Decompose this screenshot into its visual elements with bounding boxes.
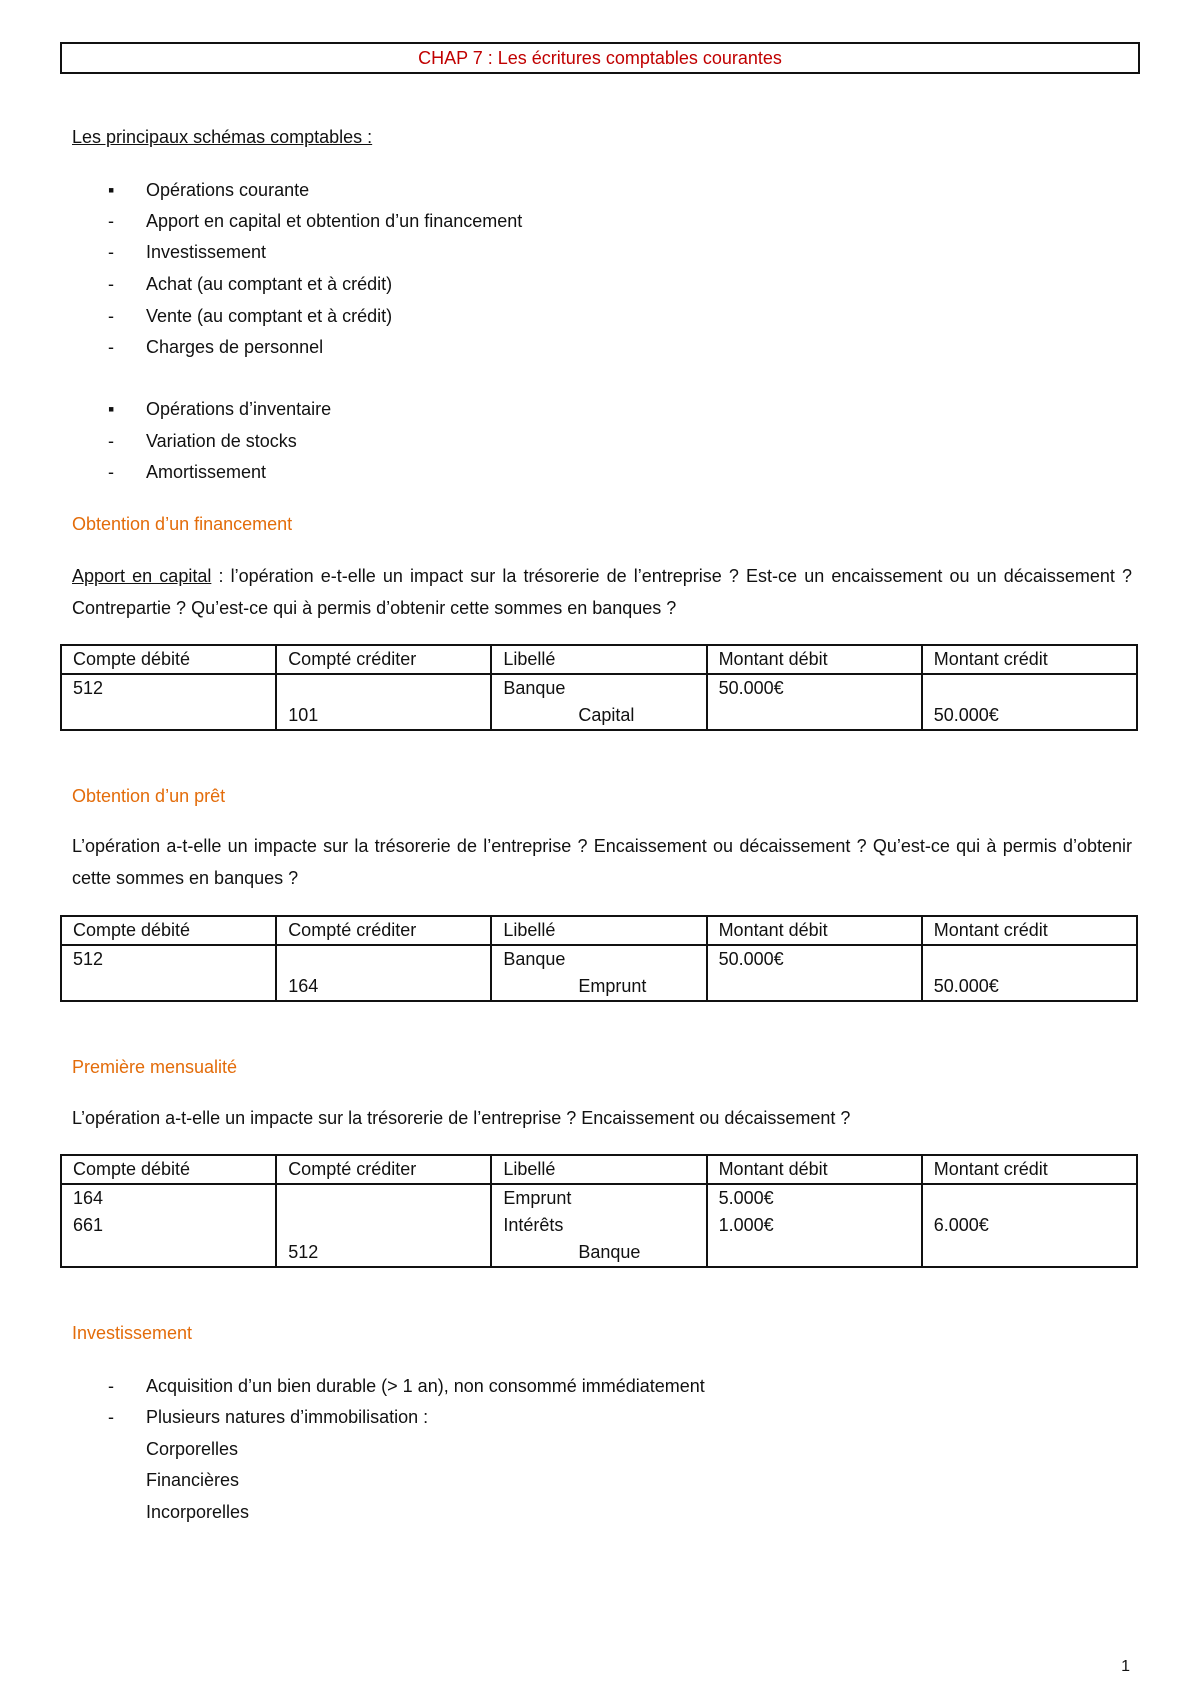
entry-label: Capital [578, 705, 635, 725]
entry-label: Emprunt [578, 976, 647, 996]
page-number: 1 [1121, 1658, 1130, 1675]
list-item: Achat (au comptant et à crédit) [146, 274, 393, 294]
col-header: Montant débit [707, 645, 922, 674]
debit-amount: 5.000€ [718, 1188, 774, 1208]
section-paragraph: L’opération a-t-elle un impacte sur la trésorerie de l’entreprise ? Encaissement ou décaissement ? [72, 1108, 851, 1128]
dash-bullet-icon: - [108, 1407, 114, 1427]
col-header: Montant crédit [922, 645, 1137, 674]
section-heading-financement: Obtention d’un financement [72, 514, 293, 534]
entry-label: Banque [578, 1242, 641, 1262]
col-header: Montant débit [707, 1155, 922, 1184]
list-item: Investissement [146, 242, 267, 262]
section-paragraph [72, 560, 1132, 624]
entry-label: Banque [503, 949, 566, 969]
sub-list-item: Incorporelles [146, 1502, 250, 1522]
col-header: Montant débit [707, 916, 922, 945]
entry-label: Banque [503, 678, 566, 698]
col-header: Montant crédit [922, 916, 1137, 945]
debit-amount: 1.000€ [718, 1215, 774, 1235]
list-item: Apport en capital et obtention d’un financement [146, 211, 523, 231]
section-heading-mensualite: Première mensualité [72, 1057, 238, 1077]
debit-amount: 50.000€ [718, 678, 784, 698]
credit-account: 164 [288, 976, 319, 996]
dash-bullet-icon: - [108, 462, 114, 482]
dash-bullet-icon: - [108, 337, 114, 357]
table-row [61, 1184, 1137, 1267]
col-header: Compté créditer [276, 645, 491, 674]
debit-account: 512 [73, 949, 104, 969]
group2-bullet: Opérations d’inventaire [146, 399, 332, 419]
col-header: Libellé [491, 916, 706, 945]
col-header: Compté créditer [276, 916, 491, 945]
debit-account: 661 [73, 1215, 104, 1235]
col-header: Compté créditer [276, 1155, 491, 1184]
list-item: Vente (au comptant et à crédit) [146, 306, 393, 326]
col-header: Compte débité [61, 1155, 276, 1184]
list-item: Acquisition d’un bien durable (> 1 an), non consommé immédiatement [146, 1376, 705, 1396]
list-item: Charges de personnel [146, 337, 324, 357]
debit-account: 512 [73, 678, 104, 698]
table-row [61, 945, 1137, 1001]
journal-table-2 [60, 915, 1138, 1002]
list-item: Variation de stocks [146, 431, 297, 451]
list-item: Plusieurs natures d’immobilisation : [146, 1407, 429, 1427]
credit-account: 101 [288, 705, 319, 725]
entry-label: Intérêts [503, 1215, 564, 1235]
paragraph-text: : l’opération e-t-elle un impact sur la trésorerie de l’entreprise ? Est-ce un encaissement ou un décaissement ? Contrepartie ? Qu’est-ce qui à permis d’obtenir cette sommes en banques ? [72, 566, 1132, 618]
col-header: Compte débité [61, 645, 276, 674]
section-heading-investissement: Investissement [72, 1323, 193, 1343]
dash-bullet-icon: - [108, 1376, 114, 1396]
square-bullet-icon: ▪ [108, 180, 115, 200]
section-paragraph: L’opération a-t-elle un impacte sur la trésorerie de l’entreprise ? Encaissement ou décaissement ? Qu’est-ce qui à permis d’obtenir cette sommes en banques ? [72, 836, 1132, 888]
dash-bullet-icon: - [108, 431, 114, 451]
list-item: Amortissement [146, 462, 267, 482]
chapter-title: CHAP 7 : Les écritures comptables courantes [60, 42, 1140, 74]
sub-list-item: Corporelles [146, 1439, 239, 1459]
group1-bullet: Opérations courante [146, 180, 310, 200]
credit-account: 512 [288, 1242, 319, 1262]
dash-bullet-icon: - [108, 274, 114, 294]
col-header: Montant crédit [922, 1155, 1137, 1184]
square-bullet-icon: ▪ [108, 399, 115, 419]
dash-bullet-icon: - [108, 211, 114, 231]
paragraph-lead: Apport en capital [72, 566, 212, 586]
table-row [61, 674, 1137, 730]
journal-table-3 [60, 1154, 1138, 1268]
section-heading-pret: Obtention d’un prêt [72, 786, 226, 806]
col-header: Libellé [491, 645, 706, 674]
credit-amount: 50.000€ [933, 976, 999, 996]
intro-heading: Les principaux schémas comptables : [72, 127, 373, 147]
col-header: Libellé [491, 1155, 706, 1184]
entry-label: Emprunt [503, 1188, 572, 1208]
credit-amount: 6.000€ [933, 1215, 989, 1235]
col-header: Compte débité [61, 916, 276, 945]
debit-account: 164 [73, 1188, 104, 1208]
dash-bullet-icon: - [108, 306, 114, 326]
debit-amount: 50.000€ [718, 949, 784, 969]
credit-amount: 50.000€ [933, 705, 999, 725]
sub-list-item: Financières [146, 1470, 240, 1490]
journal-table-1 [60, 644, 1138, 731]
dash-bullet-icon: - [108, 242, 114, 262]
